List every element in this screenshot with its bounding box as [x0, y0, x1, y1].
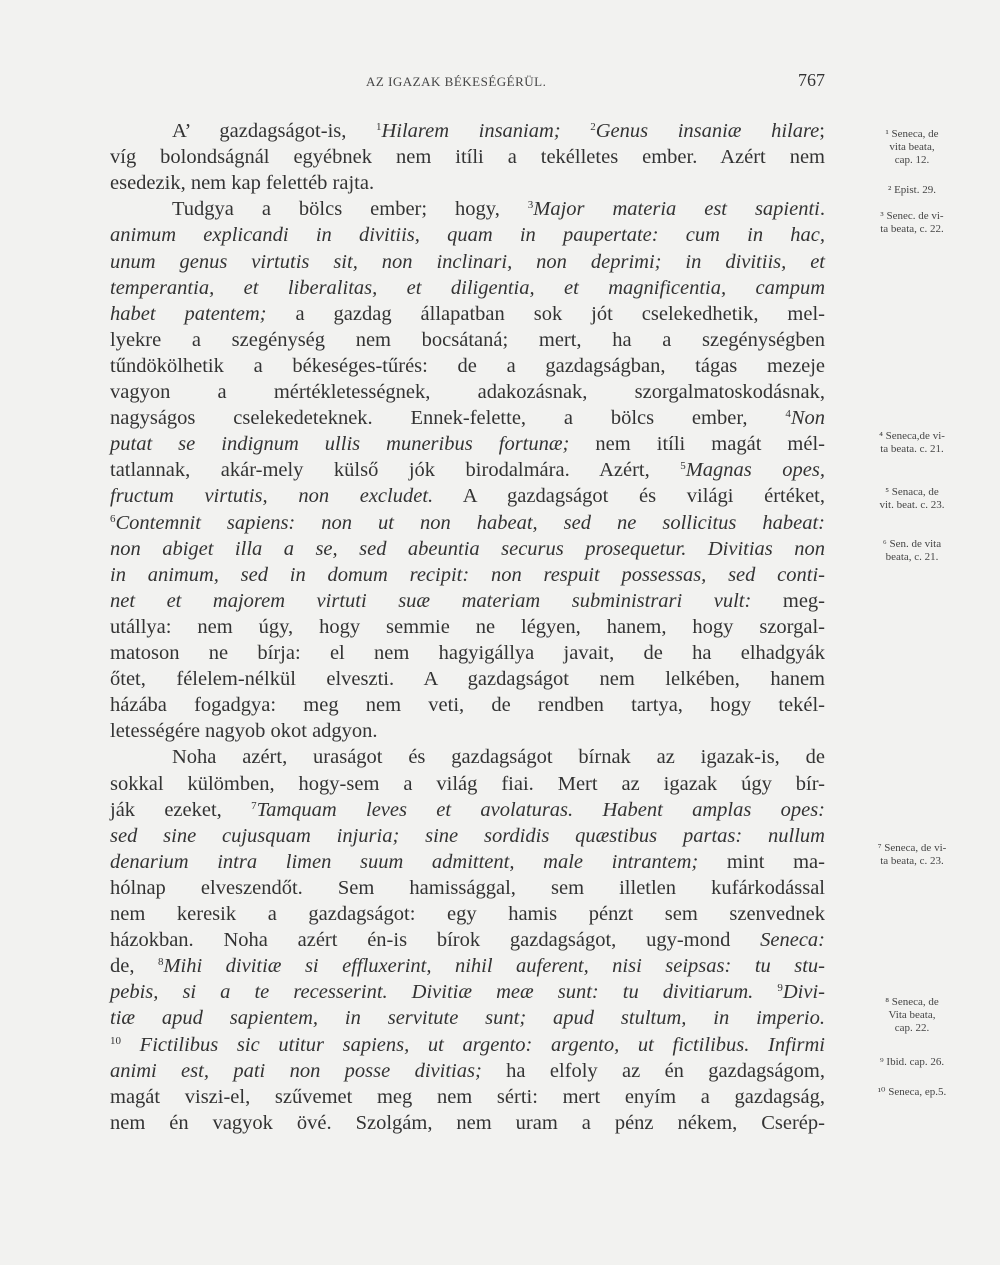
text-line [110, 797, 825, 823]
latin-quote: Major materia est sapienti [533, 198, 820, 221]
text-span: tűndökölhetik a békeséges-tűrés: de a gazdagságban, tágas mezeje [110, 354, 825, 377]
text-span: Noha azért, uraságot és gazdagságot bírnak az igazak-is, de [172, 746, 825, 769]
margin-note-line: vita beata, [889, 141, 935, 153]
latin-quote: Genus insaniæ hilare [595, 120, 820, 142]
text-line [110, 405, 825, 431]
text-line [110, 1084, 825, 1110]
text-line [110, 275, 825, 301]
text-line [110, 901, 825, 927]
margin-note-line: beata, c. 21. [885, 551, 939, 563]
latin-quote: Contemnit sapiens: non ut non habeat, sed ne sollicitus habeat: [115, 511, 825, 534]
text-line [110, 640, 825, 666]
margin-note-line: ⁷ Seneca, de vi- [877, 842, 947, 854]
latin-quote: sed sine cujusquam injuria; sine sordidis quæstibus partas: nullum [110, 824, 825, 847]
text-span: A gazdagságot és világi értéket, [433, 485, 825, 508]
text-line [110, 379, 825, 405]
text-line [110, 953, 825, 979]
footnote-marker: 1 [375, 121, 382, 133]
text-line [110, 301, 825, 327]
text-span: őtet, félelem-nélkül elveszti. A gazdagságot nem lelkében, hanem [110, 668, 825, 691]
text-line [110, 744, 825, 770]
text-line [110, 457, 825, 483]
text-line [110, 144, 825, 170]
margin-note-line: ¹⁰ Seneca, ep.5. [877, 1086, 947, 1098]
text-span: tatlannak, akár-mely külső jók birodalmára. Azért, [110, 459, 681, 482]
latin-quote: pebis, si a te recesserint. Divitiæ meæ sunt: tu divitiarum. [110, 981, 778, 1004]
footnote-marker: 10 [110, 1034, 121, 1047]
margin-note [832, 996, 992, 1035]
footnote-marker: 9 [777, 982, 783, 995]
text-span: de, [110, 955, 158, 978]
running-header [110, 70, 825, 100]
margin-note [832, 210, 992, 236]
text-span: hólnap elveszendőt. Sem hamissággal, sem illetlen kufárkodással [110, 876, 825, 899]
margin-note [832, 1086, 992, 1099]
margin-note-line: ² Epist. 29. [888, 184, 936, 196]
latin-quote: Seneca: [760, 929, 825, 952]
margin-note [832, 486, 992, 512]
text-span: . [819, 198, 825, 221]
text-span: esedezik, nem kap felettéb rajta. [110, 172, 375, 195]
text-span: ; [819, 120, 825, 142]
text-line [110, 588, 825, 614]
latin-quote: habet patentem; [110, 302, 267, 325]
text-line [110, 1110, 825, 1136]
text-line [110, 823, 825, 849]
latin-quote: Mihi divitiæ si effluxerint, nihil auferent, nisi seipsas: tu stu- [163, 955, 825, 978]
margin-note [832, 184, 992, 197]
margin-note [832, 842, 992, 868]
margin-note-line: ⁹ Ibid. cap. 26. [879, 1056, 945, 1068]
latin-quote: Non [790, 407, 825, 430]
text-line [110, 875, 825, 901]
text-span: A’ gazdagságot-is, [172, 120, 376, 142]
text-line [110, 353, 825, 379]
margin-note [832, 128, 992, 167]
text-span: nem én vagyok övé. Szolgám, nem uram a pénz nékem, Cserép- [110, 1111, 825, 1134]
text-line [110, 1058, 825, 1084]
latin-quote: non abiget illa a se, sed abeuntia securus prosequetur. Divitias non [110, 537, 825, 560]
margin-note [832, 430, 992, 456]
footnote-marker: 4 [785, 408, 791, 421]
text-line [110, 979, 825, 1005]
text-span: házokban. Noha azért én-is bírok gazdagságot, ugy-mond [110, 929, 761, 952]
text-line [110, 849, 825, 875]
text-line [110, 692, 825, 718]
text-line [110, 1032, 825, 1058]
text-span: utállya: nem úgy, hogy semmie ne légyen, hanem, hogy szorgal- [110, 615, 825, 638]
latin-quote: Divi- [782, 981, 825, 1004]
latin-quote: unum genus virtutis sit, non inclinari, non deprimi; in divitiis, et [110, 250, 825, 273]
latin-quote: Tamquam leves et avolaturas. Habent amplas opes: [256, 798, 825, 821]
margin-note-line: ⁵ Senaca, de [885, 486, 939, 498]
text-span: nagyságos cselekedeteknek. Ennek-felette, a bölcs ember, [110, 407, 786, 430]
text-line [110, 614, 825, 640]
latin-quote: in animum, sed in domum recipit: non respuit possessas, sed conti- [110, 563, 825, 586]
latin-quote: denarium intra limen suum admittent, male intrantem; [110, 850, 699, 873]
text-span: nem keresik a gazdagságot: egy hamis pénzt sem szenvednek [110, 903, 825, 925]
latin-quote: temperantia, et liberalitas, et diligentia, et magnificentia, campum [110, 276, 825, 299]
text-span: magát viszi-el, szűvemet meg nem sérti: mert enyím a gazdagság, [110, 1085, 825, 1108]
latin-quote: Magnas opes, [685, 459, 825, 482]
text-span: sokkal külömben, hogy-sem a világ fiai. Mert az igazak úgy bír- [110, 772, 825, 795]
text-span: ha elfoly az én gazdagságom, [481, 1059, 825, 1082]
text-line [110, 927, 825, 953]
text-line [110, 170, 825, 196]
text-line [110, 1005, 825, 1031]
footnote-marker: 7 [251, 799, 257, 812]
latin-quote: Fictilibus sic utitur sapiens, ut argento: argento, ut fictilibus. Infirmi [121, 1033, 825, 1056]
text-span: meg- [751, 589, 825, 612]
text-span: nem itíli magát mél- [569, 433, 825, 456]
margin-note-line: ta beata, c. 23. [880, 855, 944, 867]
text-span: vagyon a mértékletességnek, adakozásnak, szorgalmatoskodásnak, [110, 381, 825, 403]
margin-note [832, 1056, 992, 1069]
margin-note-line: ta beata, c. 22. [880, 223, 944, 235]
latin-quote: tiæ apud sapientem, in servitute sunt; apud stultum, in imperio. [110, 1007, 825, 1030]
text-line [110, 249, 825, 275]
text-span: házába fogadgya: meg nem veti, de rendben tartya, hogy tekél- [110, 694, 825, 717]
footnote-marker: 5 [680, 460, 686, 473]
margin-note-line: ta beata. c. 21. [880, 443, 944, 455]
text-span: víg bolondságnál egyébnek nem itíli a tekélletes ember. Azért nem [110, 146, 825, 169]
latin-quote: animi est, pati non posse divitias; [110, 1059, 482, 1082]
text-span: a gazdag állapatban sok jót cselekedhetik, mel- [266, 302, 825, 325]
text-line [110, 536, 825, 562]
margin-note-line: cap. 22. [894, 1022, 930, 1034]
text-line [110, 118, 825, 144]
running-title: AZ IGAZAK BÉKESÉGÉRÜL. [366, 74, 547, 89]
text-line [110, 666, 825, 692]
text-line [110, 510, 825, 536]
latin-quote: animum explicandi in divitiis, quam in paupertate: cum in hac, [110, 224, 825, 247]
text-span: lyekre a szegénység nem bocsátaná; mert, ha a szegénységben [110, 328, 825, 351]
latin-quote: Hilarem insaniam; [381, 120, 591, 142]
margin-note-line: cap. 12. [894, 154, 930, 166]
text-line [110, 327, 825, 353]
latin-quote: net et majorem virtuti suæ materiam subministrari vult: [110, 589, 752, 612]
text-line [110, 562, 825, 588]
text-line [110, 718, 825, 744]
margin-note-line: ⁶ Sen. de vita [882, 538, 942, 550]
text-line [110, 196, 825, 222]
text-line [110, 483, 825, 509]
text-line [110, 431, 825, 457]
latin-quote: fructum virtutis, non excludet. [110, 485, 434, 508]
margin-note-line: ¹ Seneca, de [885, 128, 939, 140]
margin-note-line: ³ Senec. de vi- [880, 210, 944, 222]
text-line [110, 771, 825, 797]
margin-note [832, 538, 992, 564]
text-span: matoson ne bírja: el nem hagyigállya javait, de ha elhadgyák [110, 642, 825, 664]
latin-quote: putat se indignum ullis muneribus fortunæ; [110, 433, 570, 456]
footnote-marker: 2 [590, 121, 596, 133]
margin-note-line: ⁸ Seneca, de [885, 996, 939, 1008]
footnote-marker: 3 [527, 199, 534, 212]
page-number: 767 [798, 70, 825, 90]
footnote-marker: 6 [110, 512, 116, 525]
margin-note-line: Vita beata, [888, 1009, 936, 1021]
text-span: letességére nagyob okot adgyon. [110, 720, 378, 743]
margin-note-line: vit. beat. c. 23. [879, 499, 945, 511]
text-span: mint ma- [698, 850, 825, 873]
text-span: ják ezeket, [110, 798, 252, 821]
text-span: Tudgya a bölcs ember; hogy, [172, 198, 528, 221]
footnote-marker: 8 [157, 956, 164, 969]
text-line [110, 222, 825, 248]
margin-note-line: ⁴ Seneca,de vi- [879, 430, 945, 442]
